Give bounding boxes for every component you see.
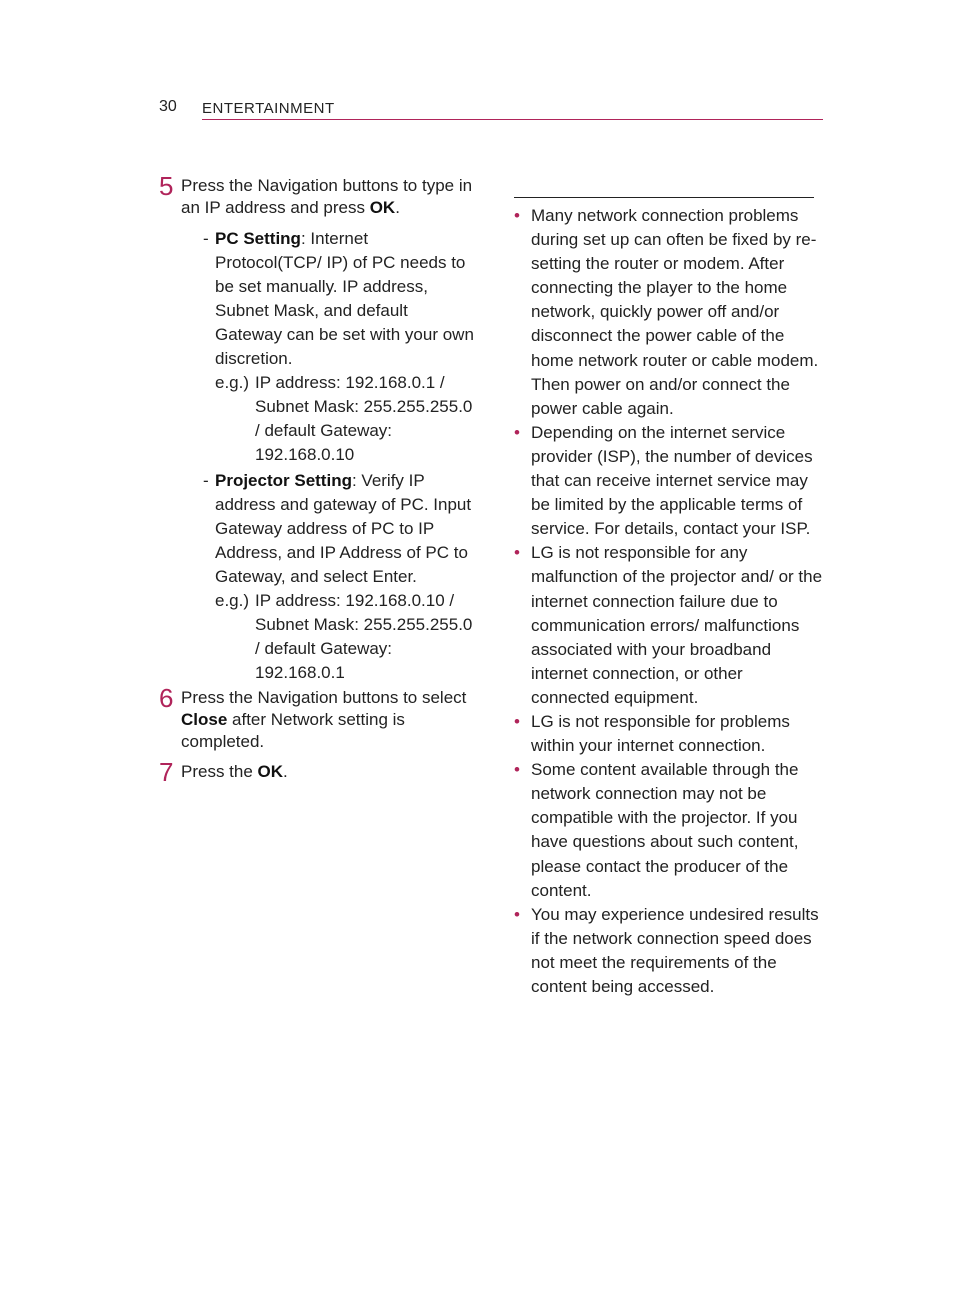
step-text-after: . [283,762,288,781]
header-rule [202,119,823,120]
sub-item-projector-setting [181,469,479,685]
note-text: You may experience undesired results if the network connection speed does not meet the requirements of the content being accessed. [531,904,819,996]
example-label: e.g.) [215,373,250,392]
note-item [514,204,824,421]
bullet-icon: • [514,206,520,225]
section-title: ENTERTAINMENT [202,100,335,117]
note-text: LG is not responsible for any malfunction of the projector and/ or the internet connection failure due to communication errors/ malfunctions associated with your broadband internet connection, or other connected equipment. [531,543,823,707]
step-text [181,761,479,783]
step-number: 6 [159,683,174,713]
note-text: Depending on the internet service provider (ISP), the number of devices that can receive internet service may be limited by the applicable terms of service. For details, contact your ISP. [531,422,813,539]
example-label: e.g.) [215,591,250,610]
step-5 [159,171,479,685]
sub-text: : Verify IP address and gateway of PC. Input Gateway address of PC to IP Address, and IP Address of PC to Gateway, and select Enter. [215,471,472,586]
example-text: IP address: 192.168.0.10 / Subnet Mask: 255.255.255.0 / default Gateway: 192.168.0.1 [255,591,473,682]
step-6 [159,683,479,753]
note-item [514,710,824,758]
step-keyword: Close [181,710,228,729]
note-item [514,758,824,903]
example-text: IP address: 192.168.0.1 / Subnet Mask: 255.255.255.0 / default Gateway: 192.168.0.10 [255,373,473,464]
sub-item-pc-setting [181,227,479,467]
steps-column [159,171,479,787]
step-text [181,687,479,753]
bullet-icon: • [514,543,520,563]
notes-rule [514,197,814,198]
bullet-icon: • [514,904,520,924]
step-keyword: OK [369,198,396,217]
step-text-before: Press the Navigation buttons to type in an IP address and press [181,176,473,217]
step-text [181,175,479,219]
note-text: LG is not responsible for problems within your internet connection. [531,711,790,756]
step-text-before: Press the Navigation buttons to select [181,688,467,707]
example [215,371,479,467]
sub-dash: - [203,229,209,248]
step-number: 5 [159,171,174,201]
step-number: 7 [159,757,174,787]
bullet-icon: • [514,422,520,442]
sub-keyword: PC Setting [215,229,301,248]
note-item [514,421,824,541]
step-text-after: after Network setting is completed. [181,710,405,751]
step-7 [159,757,479,787]
bullet-icon: • [514,711,520,731]
note-text: Many network connection problems during set up can often be fixed by re-setting the router or modem. After connecting the player to the home network, quickly power off and/or disconnect the power cable of the home network router or cable modem. Then power on and/or connect the power cable again. [531,206,819,418]
sub-text: : Internet Protocol(TCP/ IP) of PC needs to be set manually. IP address, Subnet Mask, and default Gateway can be set with your own discretion. [215,229,474,368]
example [215,589,479,685]
step-keyword: OK [257,762,284,781]
notes-column [514,197,824,999]
sub-keyword: Projector Setting [215,471,352,490]
sub-dash: - [203,471,209,490]
note-item [514,541,824,710]
step-text-before: Press the [181,762,258,781]
note-text: Some content available through the network connection may not be compatible with the projector. If you have questions about such content, please contact the producer of the content. [531,760,799,900]
note-item [514,903,824,999]
page-number: 30 [159,98,177,115]
bullet-icon: • [514,760,520,780]
step-text-after: . [395,198,400,217]
